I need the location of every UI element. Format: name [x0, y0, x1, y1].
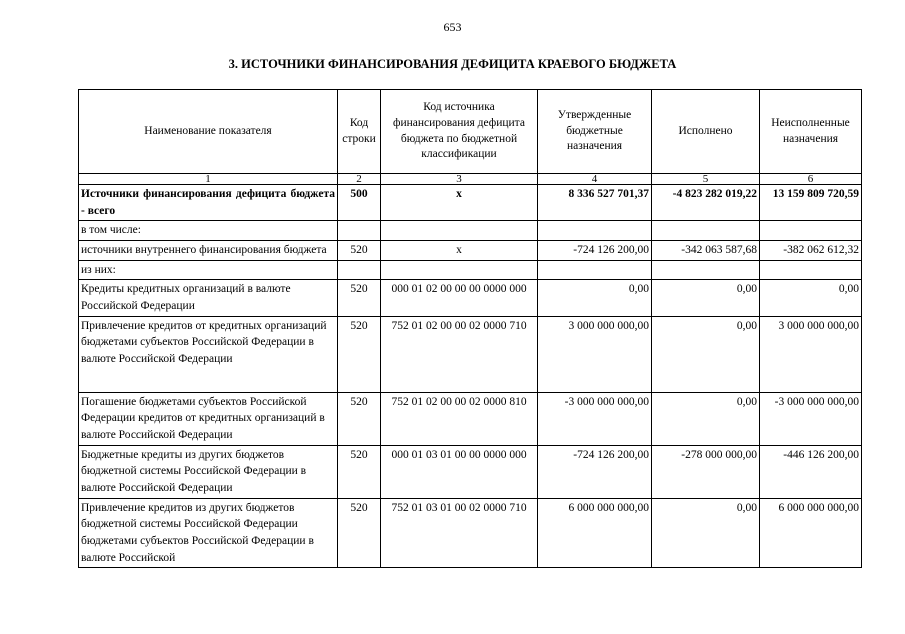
- table-row: [79, 392, 862, 445]
- row-executed: 0,00: [652, 316, 760, 392]
- row-approved: 8 336 527 701,37: [538, 185, 652, 221]
- row-name: Кредиты кредитных организаций в валюте Российской Федерации: [79, 280, 338, 316]
- empty-cell: [760, 260, 862, 280]
- row-name: источники внутреннего финансирования бюджета: [79, 241, 338, 261]
- row-name: Привлечение кредитов от кредитных организаций бюджетами субъектов Российской Федерации в валюте Российской Федерации: [79, 316, 338, 392]
- row-executed: -342 063 587,68: [652, 241, 760, 261]
- row-executed: 0,00: [652, 280, 760, 316]
- table-row: [79, 316, 862, 392]
- column-number: 1: [79, 174, 338, 185]
- header-code: Код строки: [338, 90, 381, 174]
- empty-cell: [338, 221, 381, 241]
- row-code: 520: [338, 241, 381, 261]
- empty-cell: [538, 260, 652, 280]
- header-approved: Утвержденные бюджетные назначения: [538, 90, 652, 174]
- row-name: Бюджетные кредиты из других бюджетов бюджетной системы Российской Федерации в валюте Российской Федерации: [79, 445, 338, 498]
- row-code: 520: [338, 316, 381, 392]
- table-row: [79, 241, 862, 261]
- column-number: 4: [538, 174, 652, 185]
- row-approved: 6 000 000 000,00: [538, 498, 652, 568]
- page-number: 653: [443, 20, 462, 34]
- header-row: [79, 90, 862, 174]
- column-number: 6: [760, 174, 862, 185]
- row-kbk: 752 01 02 00 00 02 0000 710: [381, 316, 538, 392]
- row-code: 500: [338, 185, 381, 221]
- row-approved: 0,00: [538, 280, 652, 316]
- row-approved: -724 126 200,00: [538, 241, 652, 261]
- subheader-label: из них:: [79, 260, 338, 280]
- table-row: [79, 445, 862, 498]
- row-kbk: x: [381, 241, 538, 261]
- subheader-label: в том числе:: [79, 221, 338, 241]
- row-unexecuted: -446 126 200,00: [760, 445, 862, 498]
- row-executed: -278 000 000,00: [652, 445, 760, 498]
- row-approved: -3 000 000 000,00: [538, 392, 652, 445]
- row-kbk: 000 01 02 00 00 00 0000 000: [381, 280, 538, 316]
- header-unexecuted: Неисполненные назначения: [760, 90, 862, 174]
- row-name: Погашение бюджетами субъектов Российской Федерации кредитов от кредитных организаций в валюте Российской Федерации: [79, 392, 338, 445]
- empty-cell: [652, 221, 760, 241]
- table-subheader-row: [79, 221, 862, 241]
- row-kbk: 752 01 02 00 00 02 0000 810: [381, 392, 538, 445]
- row-executed: 0,00: [652, 498, 760, 568]
- row-kbk: x: [381, 185, 538, 221]
- empty-cell: [760, 221, 862, 241]
- column-numbers-row: [79, 174, 862, 185]
- table-row-total: [79, 185, 862, 221]
- sources-table: [78, 89, 862, 568]
- row-kbk: 000 01 03 01 00 00 0000 000: [381, 445, 538, 498]
- row-code: 520: [338, 280, 381, 316]
- empty-cell: [381, 260, 538, 280]
- row-approved: 3 000 000 000,00: [538, 316, 652, 392]
- column-number: 3: [381, 174, 538, 185]
- row-unexecuted: 6 000 000 000,00: [760, 498, 862, 568]
- table-subheader-row: [79, 260, 862, 280]
- row-unexecuted: 0,00: [760, 280, 862, 316]
- header-executed: Исполнено: [652, 90, 760, 174]
- header-name: Наименование показателя: [79, 90, 338, 174]
- row-code: 520: [338, 445, 381, 498]
- column-number: 2: [338, 174, 381, 185]
- row-unexecuted: -382 062 612,32: [760, 241, 862, 261]
- row-approved: -724 126 200,00: [538, 445, 652, 498]
- empty-cell: [338, 260, 381, 280]
- row-executed: -4 823 282 019,22: [652, 185, 760, 221]
- empty-cell: [538, 221, 652, 241]
- row-unexecuted: -3 000 000 000,00: [760, 392, 862, 445]
- row-executed: 0,00: [652, 392, 760, 445]
- row-code: 520: [338, 498, 381, 568]
- column-number: 5: [652, 174, 760, 185]
- empty-cell: [381, 221, 538, 241]
- row-unexecuted: 13 159 809 720,59: [760, 185, 862, 221]
- row-kbk: 752 01 03 01 00 02 0000 710: [381, 498, 538, 568]
- table-row: [79, 280, 862, 316]
- table-row: [79, 498, 862, 568]
- row-name: Источники финансирования дефицита бюджета - всего: [79, 185, 338, 221]
- empty-cell: [652, 260, 760, 280]
- row-code: 520: [338, 392, 381, 445]
- section-title: 3. ИСТОЧНИКИ ФИНАНСИРОВАНИЯ ДЕФИЦИТА КРАЕВОГО БЮДЖЕТА: [228, 57, 677, 71]
- row-name: Привлечение кредитов из других бюджетов бюджетной системы Российской Федерации бюджетами субъектов Российской Федерации в валюте Российской: [79, 498, 338, 568]
- header-kbk: Код источника финансирования дефицита бюджета по бюджетной классификации: [381, 90, 538, 174]
- row-unexecuted: 3 000 000 000,00: [760, 316, 862, 392]
